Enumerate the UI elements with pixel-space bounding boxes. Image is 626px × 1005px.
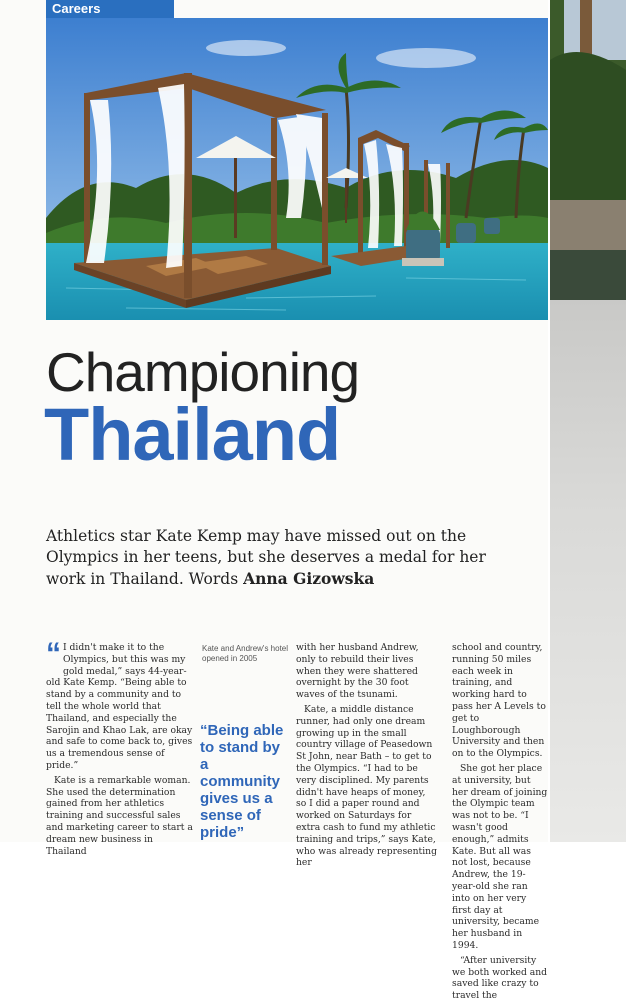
article-column-2 [296, 642, 438, 872]
section-tab [46, 0, 174, 18]
section-label: Careers [52, 1, 101, 16]
article-paragraph: “After university we both worked and saved like crazy to travel the [452, 954, 548, 1002]
facing-page-photo [550, 0, 626, 330]
article-column-1 [46, 637, 194, 860]
article-paragraph: Kate is a remarkable woman. She used the determination gained from her athletics training and successful sales and marketing career to start a dream new business in Thailand [46, 774, 193, 857]
article-paragraph: She got her place at university, but her dream of joining the Olympic team was not to be. “I wasn't good enough,” admits Kate. But all was not lost, because Andrew, the 19-year-old she ran into on her very first day at university, became her husband in 1994. [452, 762, 548, 951]
article-paragraph: school and country, running 50 miles each week in training, and working hard to pass her A Levels to get to Loughborough University and then on to the Olympics. [452, 642, 546, 760]
article-paragraph: “ I didn't make it to the Olympics, but this was my gold medal,” says 44-year-old Kate Kemp. “Being able to stand by a community and to tell the whole world that Thailand, and especially the Sarojin and Khao Lak, are okay and safe to come back to, gives us a tremendous sense of pride.” [46, 637, 193, 771]
headline-line1: Championing [46, 341, 360, 403]
standfirst-text: Athletics star Kate Kemp may have missed out on the Olympics in her teens, but she deserves a medal for her work in Thailand. Words [46, 527, 486, 588]
headline-line2: Thailand [44, 393, 341, 476]
byline: Anna Gizowska [243, 569, 375, 588]
article-column-3 [452, 642, 548, 1005]
pull-quote: “Being able to stand by a community gives us a sense of pride” [200, 722, 284, 841]
hero-photo [46, 18, 548, 320]
opening-quote-mark: “ [46, 637, 61, 670]
standfirst [46, 526, 526, 590]
facing-page-walkway [550, 300, 626, 842]
photo-caption: Kate and Andrew's hotel opened in 2005 [202, 644, 289, 663]
article-paragraph: with her husband Andrew, only to rebuild their lives when they were shattered overnight by the 30 foot waves of the tsunami. [296, 642, 419, 701]
resort-pool-photo [46, 18, 548, 320]
article-paragraph: Kate, a middle distance runner, had only one dream growing up in the small country village of Peasedown St John, near Bath – to get to the Olympics. “I had to be very disciplined. My parents didn't have heaps of money, so I did a paper round and worked on Saturdays for extra cash to fund my athletic training and trips,” says Kate, who was already representing her [296, 703, 437, 869]
facing-page-edge [548, 0, 626, 842]
